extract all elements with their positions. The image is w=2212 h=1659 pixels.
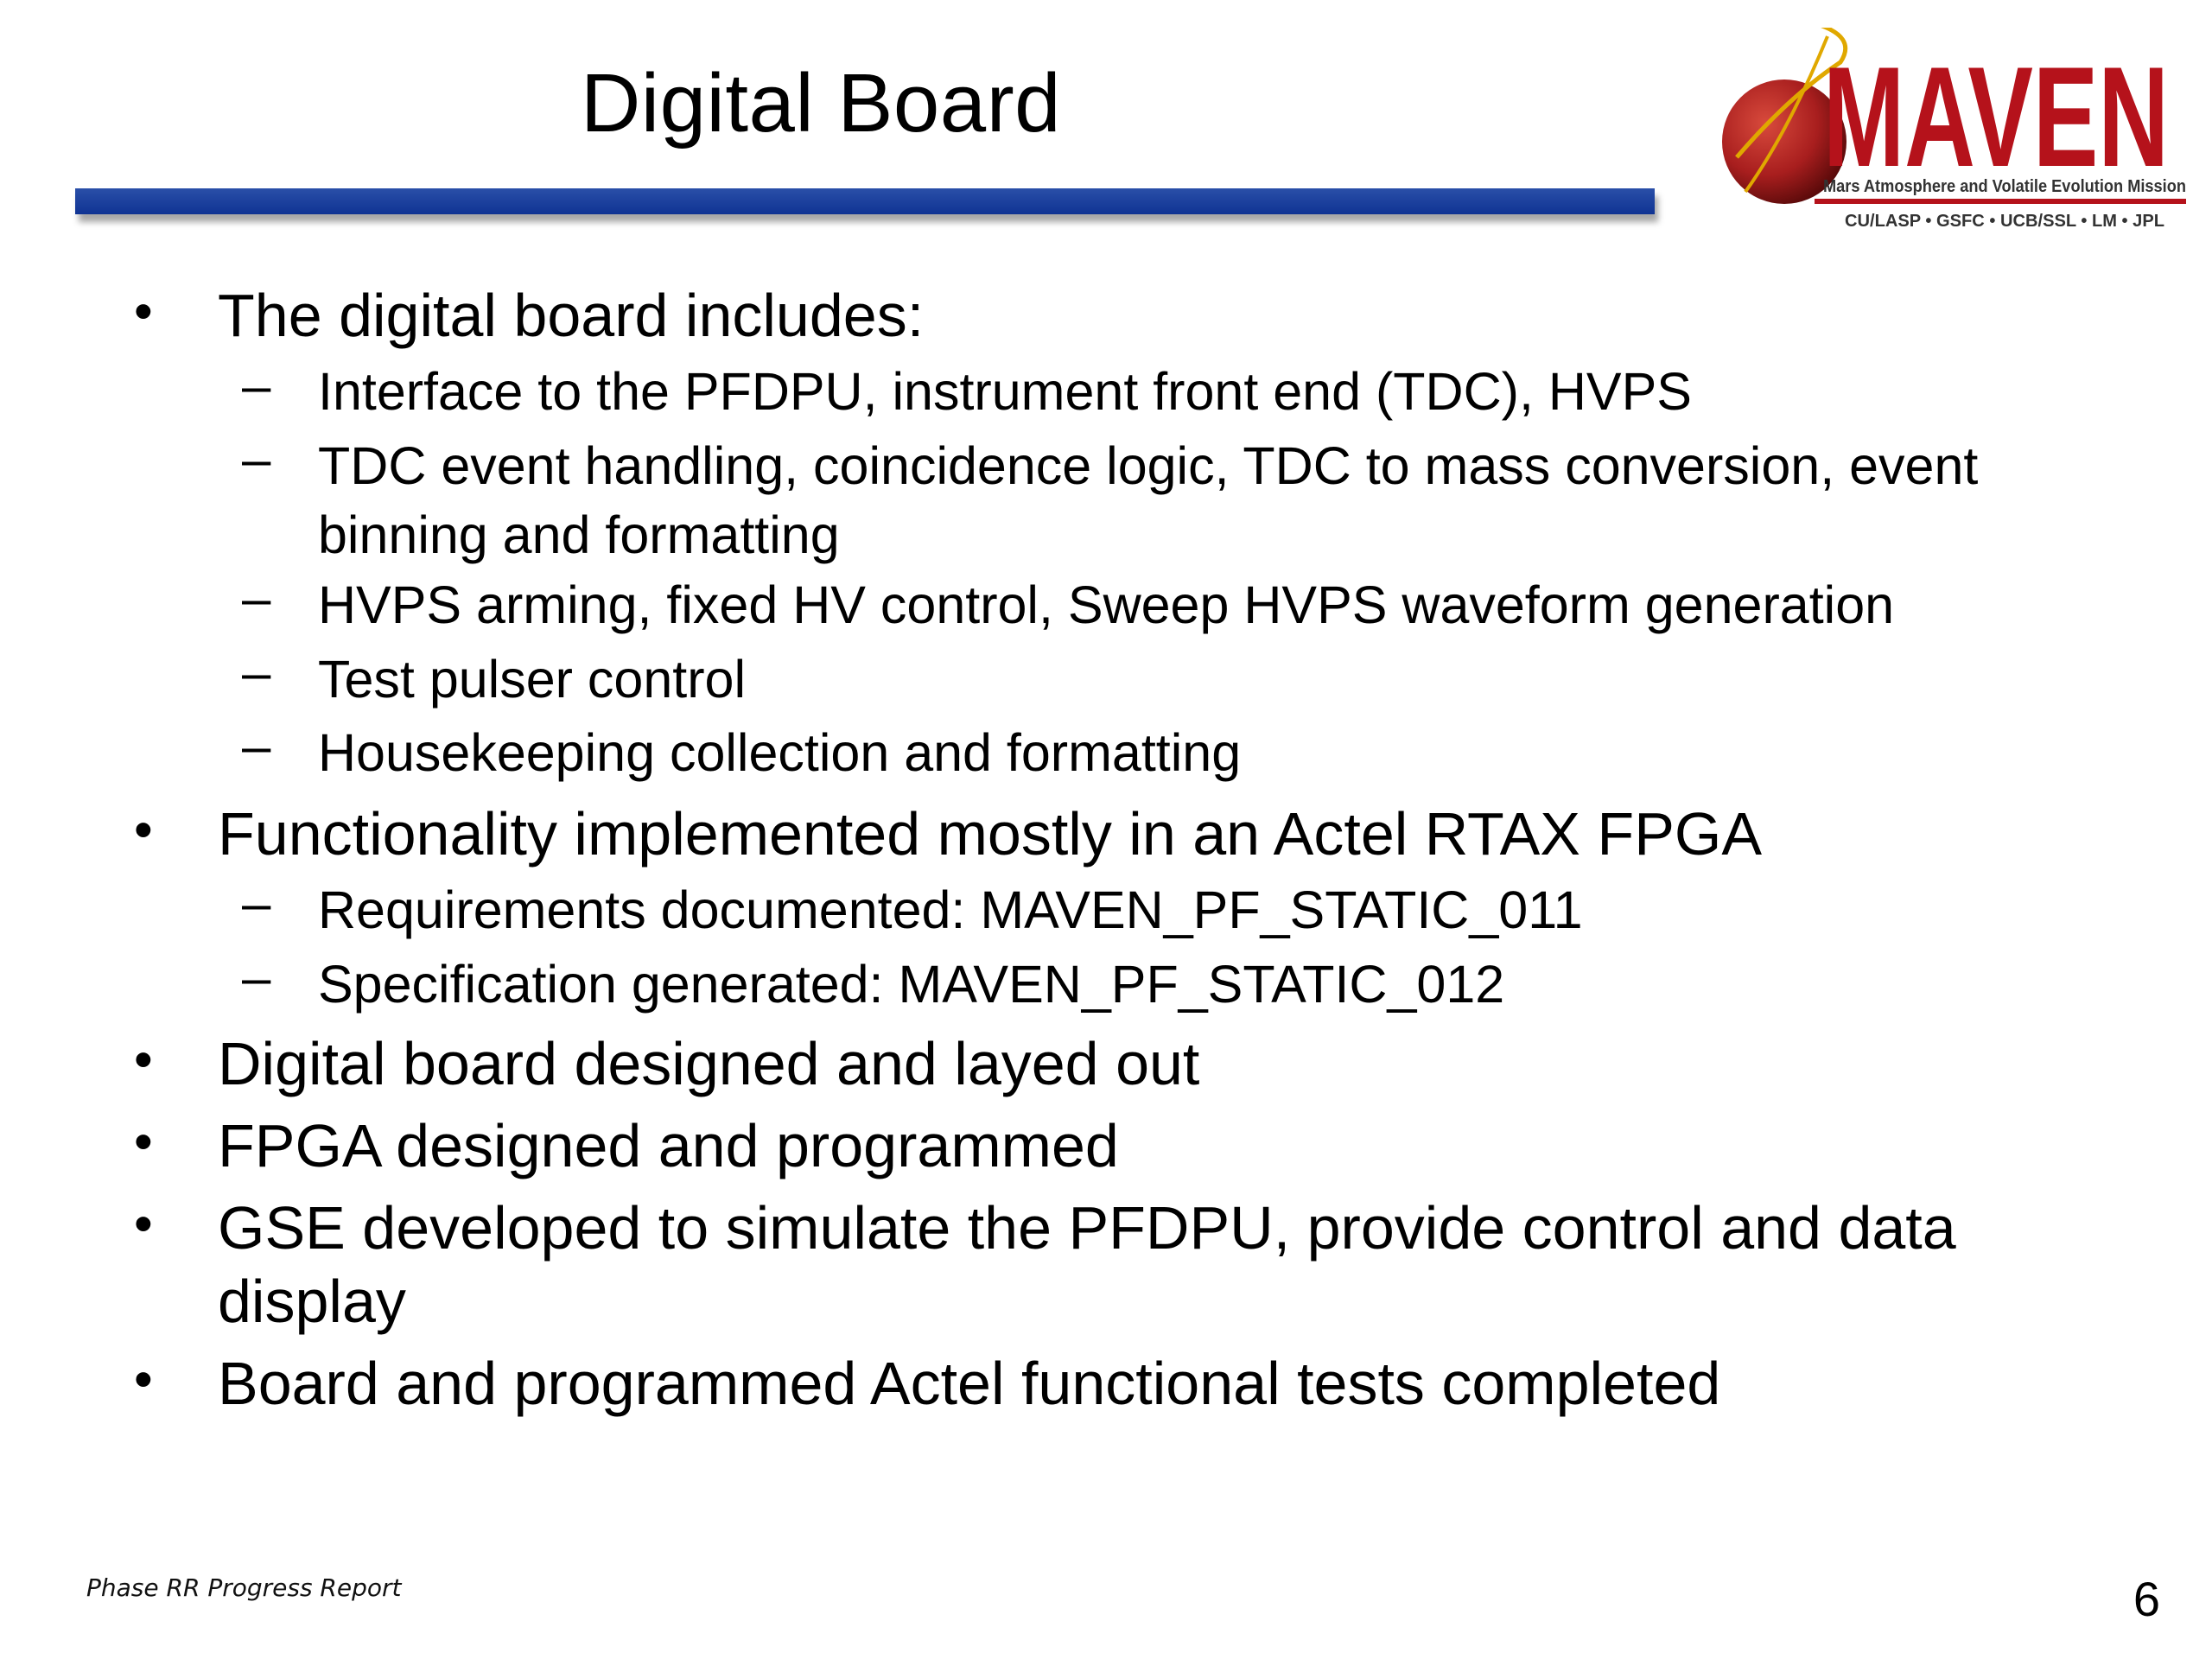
maven-wordmark: MAVEN bbox=[1823, 37, 2169, 196]
title-divider-bar bbox=[75, 188, 1655, 214]
sub-bullet-marker: – bbox=[242, 357, 271, 415]
bullet-item: Board and programmed Actel functional tests completed bbox=[218, 1350, 1721, 1417]
sub-bullet-marker: – bbox=[242, 717, 271, 775]
sub-bullet-item: Requirements documented: MAVEN_PF_STATIC_011 bbox=[318, 880, 1583, 939]
bullet-continuation: display bbox=[218, 1268, 406, 1335]
bullet-marker: • bbox=[134, 1030, 153, 1090]
bullet-item: GSE developed to simulate the PFDPU, provide control and data bbox=[218, 1194, 1956, 1262]
bullet-item: FPGA designed and programmed bbox=[218, 1112, 1119, 1179]
page-number: 6 bbox=[2133, 1572, 2160, 1626]
slide-title: Digital Board bbox=[580, 57, 1062, 149]
sub-bullet-item: HVPS arming, fixed HV control, Sweep HVPS waveform generation bbox=[318, 575, 1895, 634]
sub-bullet-marker: – bbox=[242, 569, 271, 627]
logo-underline bbox=[1815, 199, 2186, 204]
sub-bullet-item: Housekeeping collection and formatting bbox=[318, 723, 1242, 782]
maven-tagline: Mars Atmosphere and Volatile Evolution Mission bbox=[1823, 177, 2186, 196]
bullet-item: The digital board includes: bbox=[218, 282, 925, 349]
bullet-marker: • bbox=[134, 282, 153, 341]
bullet-marker: • bbox=[134, 1194, 153, 1254]
sub-bullet-continuation: binning and formatting bbox=[318, 505, 840, 564]
bullet-marker: • bbox=[134, 1350, 153, 1409]
bullet-marker: • bbox=[134, 1112, 153, 1172]
sub-bullet-marker: – bbox=[242, 874, 271, 932]
bullet-item: Functionality implemented mostly in an Actel RTAX FPGA bbox=[218, 800, 1763, 868]
sub-bullet-item: Interface to the PFDPU, instrument front end (TDC), HVPS bbox=[318, 362, 1692, 421]
sub-bullet-item: Specification generated: MAVEN_PF_STATIC_012 bbox=[318, 955, 1505, 1014]
bullet-item: Digital board designed and layed out bbox=[218, 1030, 1200, 1097]
footer-report-label: Phase RR Progress Report bbox=[86, 1573, 402, 1602]
maven-logo bbox=[1685, 28, 2186, 244]
sub-bullet-item: Test pulser control bbox=[318, 650, 746, 709]
bullet-marker: • bbox=[134, 800, 153, 860]
sub-bullet-marker: – bbox=[242, 644, 271, 702]
sub-bullet-marker: – bbox=[242, 430, 271, 488]
sub-bullet-marker: – bbox=[242, 949, 271, 1007]
maven-partners: CU/LASP • GSFC • UCB/SSL • LM • JPL bbox=[1845, 212, 2164, 231]
maven-logo-graphic bbox=[1685, 28, 2186, 244]
sub-bullet-item: TDC event handling, coincidence logic, TDC to mass conversion, event bbox=[318, 436, 1979, 495]
